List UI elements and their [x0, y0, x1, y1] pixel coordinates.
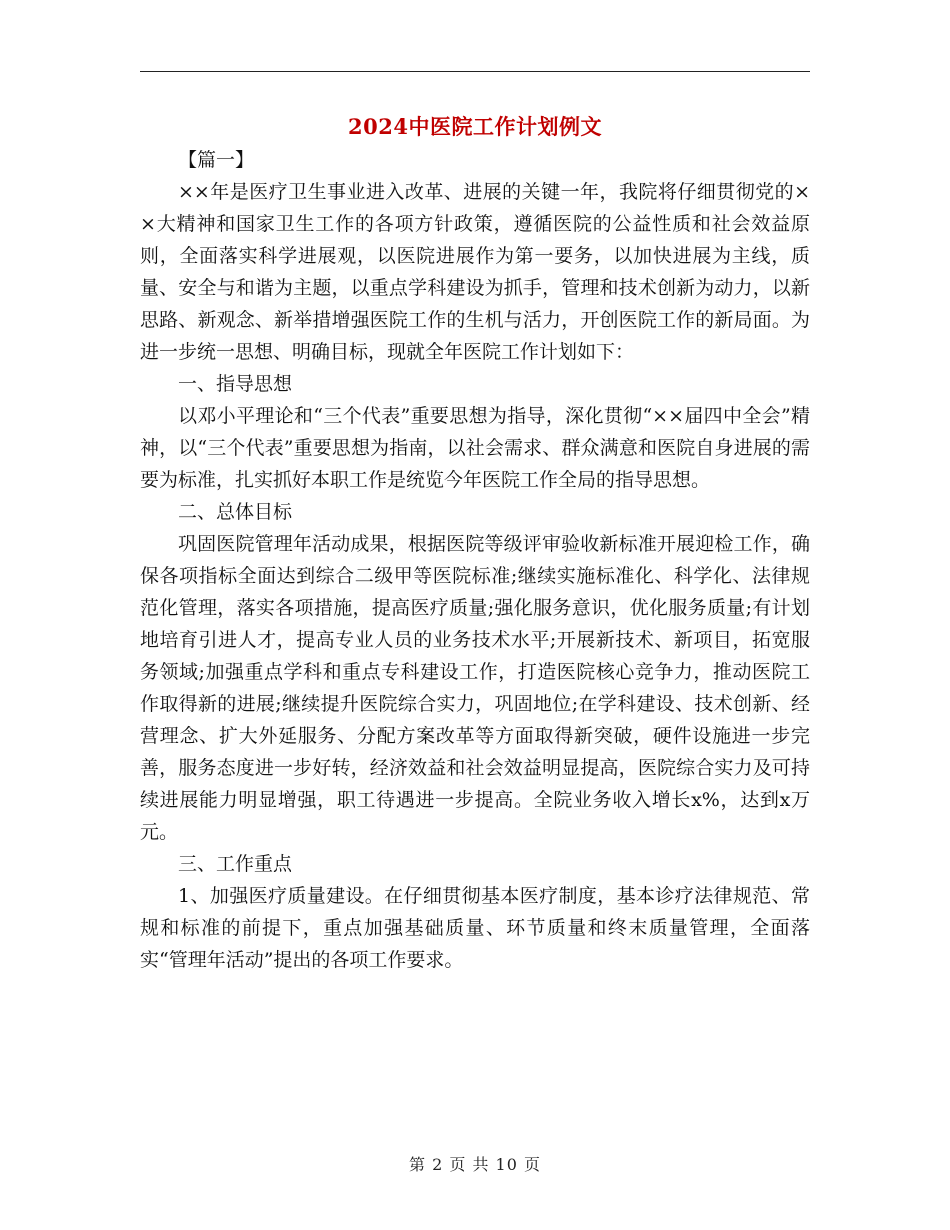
paragraph-quality: 1、加强医疗质量建设。在仔细贯彻基本医疗制度，基本诊疗法律规范、常规和标准的前提下，重点加强基础质量、环节质量和终末质量管理，全面落实“管理年活动”提出的各项工作要求。 [140, 885, 810, 971]
paragraph-overall-goal: 巩固医院管理年活动成果，根据医院等级评审验收新标准开展迎检工作，确保各项指标全面达到综合二级甲等医院标准;继续实施标准化、科学化、法律规范化管理，落实各项措施，提高医疗质量;强化服务意识，优化服务质量;有计划地培育引进人才，提高专业人员的业务技术水平;开展新技术、新项目，拓宽服务领域;加强重点学科和重点专科建设工作，打造医院核心竞争力，推动医院工作取得新的进展;继续提升医院综合实力，巩固地位;在学科建设、技术创新、经营理念、扩大外延服务、分配方案改革等方面取得新突破，硬件设施进一步完善，服务态度进一步好转，经济效益和社会效益明显提高，医院综合实力及可持续进展能力明显增强，职工待遇进一步提高。全院业务收入增长x%，达到x万元。 [140, 533, 810, 843]
heading-work-focus: 三、工作重点 [178, 853, 293, 875]
page-number: 第 2 页 共 10 页 [409, 1155, 541, 1174]
heading-overall-goal: 二、总体目标 [178, 501, 293, 523]
section-label: 【篇一】 [178, 149, 255, 171]
document-body [140, 144, 810, 976]
paragraph-intro: ××年是医疗卫生事业进入改革、进展的关键一年，我院将仔细贯彻党的××大精神和国家卫生工作的各项方针政策，遵循医院的公益性质和社会效益原则，全面落实科学进展观，以医院进展作为第一要务，以加快进展为主线，质量、安全与和谐为主题，以重点学科建设为抓手，管理和技术创新为动力，以新思路、新观念、新举措增强医院工作的生机与活力，开创医院工作的新局面。为进一步统一思想、明确目标，现就全年医院工作计划如下： [140, 181, 810, 363]
paragraph-guiding-thought: 以邓小平理论和“三个代表”重要思想为指导，深化贯彻“××届四中全会”精神，以“三个代表”重要思想为指南，以社会需求、群众满意和医院自身进展的需要为标准，扎实抓好本职工作是统览今年医院工作全局的指导思想。 [140, 405, 810, 491]
heading-guiding-thought: 一、指导思想 [178, 373, 293, 395]
document-title: 2024中医院工作计划例文 [348, 114, 602, 139]
header-rule [140, 71, 810, 72]
